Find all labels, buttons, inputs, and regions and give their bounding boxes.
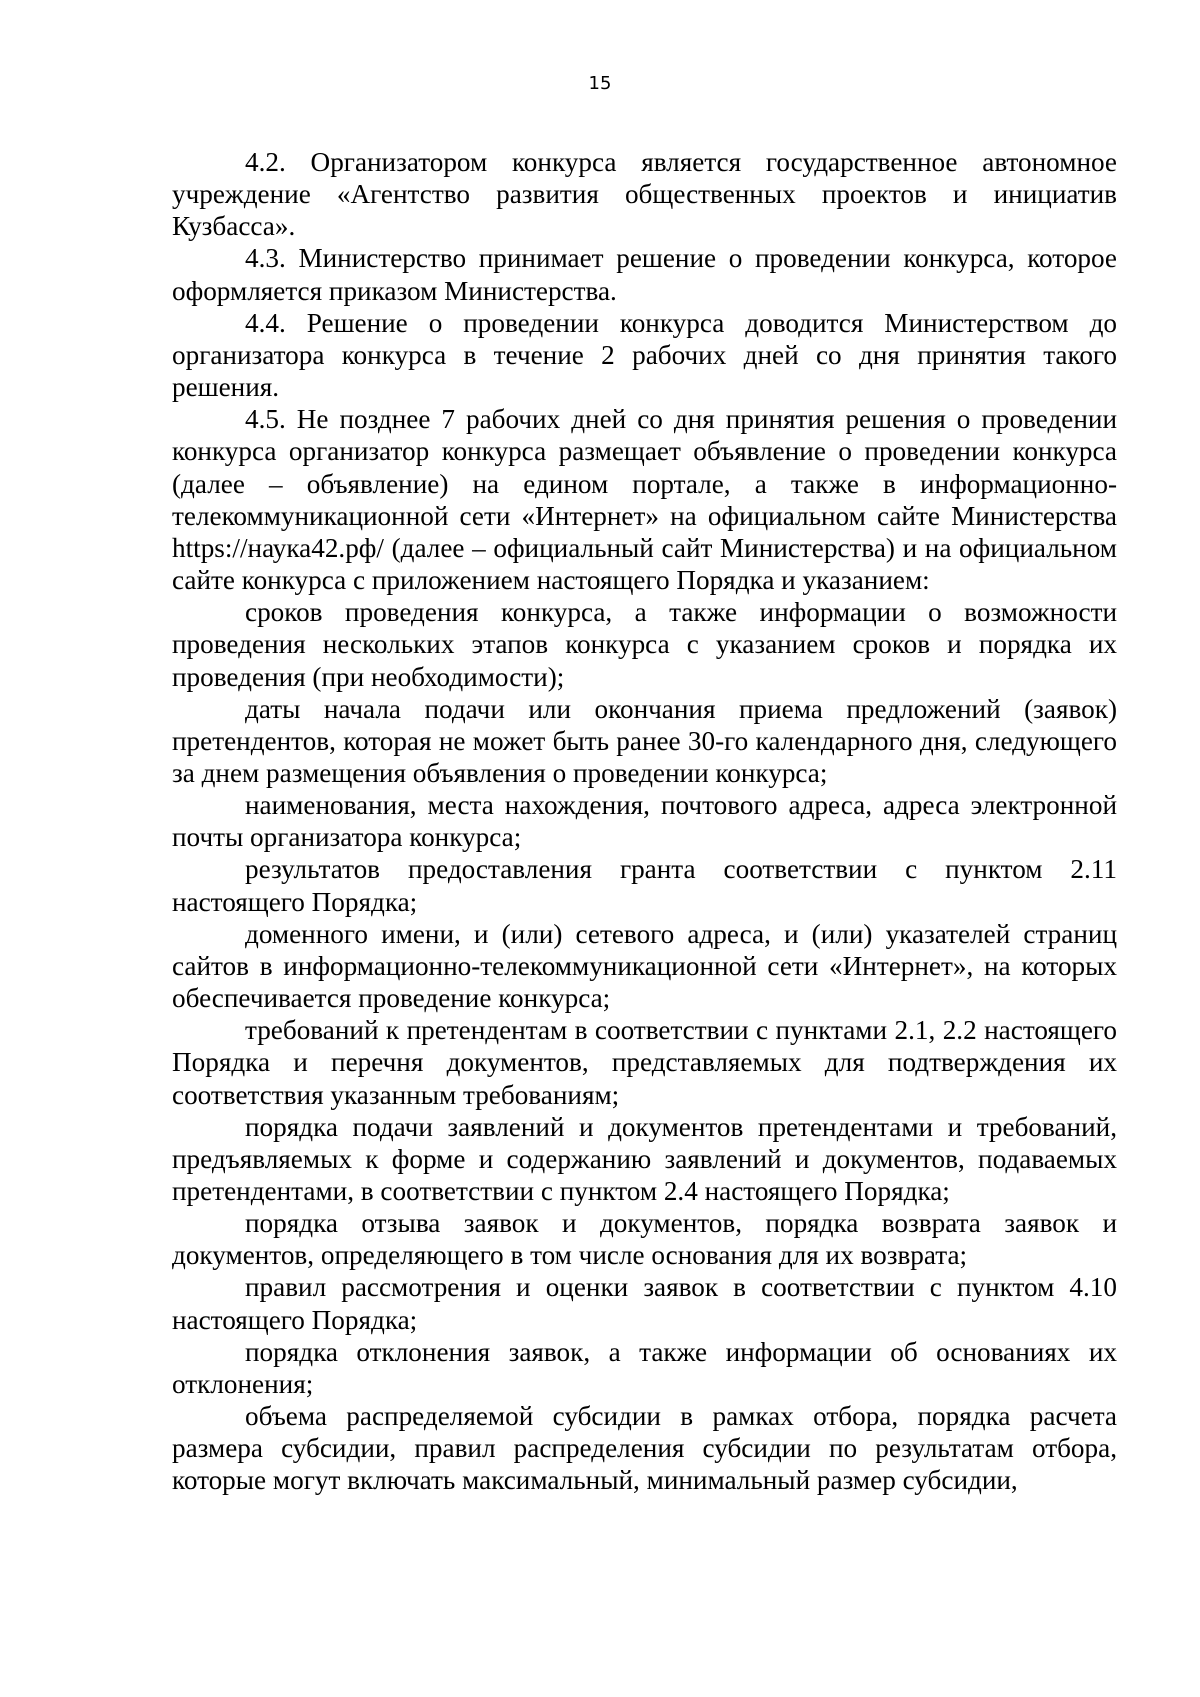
paragraph-4-5: 4.5. Не позднее 7 рабочих дней со дня принятия решения о проведении конкурса организатор конкурса размещает объявление о проведении конкурса (далее – объявление) на едином портале, а также в информационно-телекоммуникационной сети «Интернет» на официальном сайте Министерства https://наука42.рф/ (далее – официальный сайт Министерства) и на официальном сайте конкурса с приложением настоящего Порядка и указанием: xyxy=(172,404,1117,596)
list-item-rejection-procedure: порядка отклонения заявок, а также информации об основаниях их отклонения; xyxy=(172,1336,1117,1399)
list-item-applicant-requirements: требований к претендентам в соответствии с пунктами 2.1, 2.2 настоящего Порядка и перечня документов, представляемых для подтверждения их соответствия указанным требованиям; xyxy=(172,1015,1117,1110)
list-item-domain-names: доменного имени, и (или) сетевого адреса, и (или) указателей страниц сайтов в информационно-телекоммуникационной сети «Интернет», на которых обеспечивается проведение конкурса; xyxy=(172,918,1117,1014)
list-item-organizer-contacts: наименования, места нахождения, почтового адреса, адреса электронной почты организатора конкурса; xyxy=(172,790,1117,853)
list-item-subsidy-volume: объема распределяемой субсидии в рамках отбора, порядка расчета размера субсидии, правил распределения субсидии по результатам отбора, которые могут включать максимальный, минимальный размер субсидии, xyxy=(172,1401,1117,1496)
list-item-submission-procedure: порядка подачи заявлений и документов претендентами и требований, предъявляемых к форме и содержанию заявлений и документов, подаваемых претендентами, в соответствии с пунктом 2.4 настоящего Порядка; xyxy=(172,1111,1117,1206)
page-number: 15 xyxy=(588,73,612,94)
list-item-evaluation-rules: правил рассмотрения и оценки заявок в соответствии с пунктом 4.10 настоящего Порядка; xyxy=(172,1272,1117,1335)
paragraph-4-3: 4.3. Министерство принимает решение о проведении конкурса, которое оформляется приказом Министерства. xyxy=(172,243,1117,306)
paragraph-4-2: 4.2. Организатором конкурса является государственное автономное учреждение «Агентство развития общественных проектов и инициатив Кузбасса». xyxy=(172,147,1117,242)
paragraph-4-4: 4.4. Решение о проведении конкурса доводится Министерством до организатора конкурса в течение 2 рабочих дней со дня принятия такого решения. xyxy=(172,307,1117,403)
list-item-withdrawal-procedure: порядка отзыва заявок и документов, порядка возврата заявок и документов, определяющего в том числе основания для их возврата; xyxy=(172,1208,1117,1271)
list-item-deadlines: сроков проведения конкурса, а также информации о возможности проведения нескольких этапов конкурса с указанием сроков и порядка их проведения (при необходимости); xyxy=(172,597,1117,692)
list-item-submission-dates: даты начала подачи или окончания приема предложений (заявок) претендентов, которая не может быть ранее 30-го календарного дня, следующего за днем размещения объявления о проведении конкурса; xyxy=(172,693,1117,788)
list-item-grant-results: результатов предоставления гранта соответствии с пунктом 2.11 настоящего Порядка; xyxy=(172,854,1117,917)
document-body xyxy=(172,146,1117,1497)
